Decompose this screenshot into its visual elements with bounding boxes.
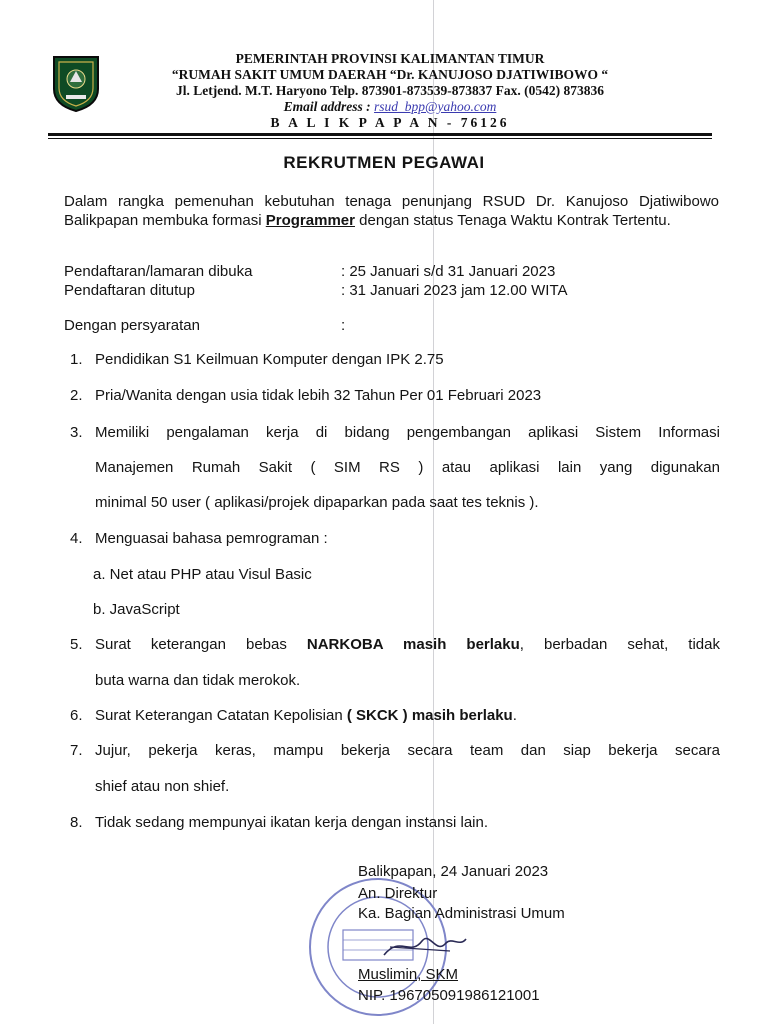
requirement-3-line-2: Manajemen Rumah Sakit ( SIM RS ) atau aplikasi lain yang digunakan [95,459,720,476]
requirements-colon: : [341,317,346,334]
signature-on-behalf: An. Direktur [358,885,438,902]
req-number-1: 1. [70,351,83,368]
schedule-close-row [64,282,568,299]
requirement-4-option-b: b. JavaScript [93,601,180,618]
requirement-3-line-1: Memiliki pengalaman kerja di bidang pengembangan aplikasi Sistem Informasi [95,424,720,441]
intro-text-after: dengan status Tenaga Waktu Kontrak Tertentu. [354,211,671,229]
requirement-6 [95,707,517,724]
letterhead-email-row [130,99,650,115]
requirement-5-text-pre: Surat keterangan bebas [95,636,307,653]
requirement-6-text-pre: Surat Keterangan Catatan Kepolisian [95,707,347,724]
signature-department: Ka. Bagian Administrasi Umum [358,905,565,922]
letterhead-government: PEMERINTAH PROVINSI KALIMANTAN TIMUR [235,51,545,66]
req-number-4: 4. [70,530,83,547]
requirement-7-line-2: shief atau non shief. [95,778,230,795]
province-emblem-logo [50,53,102,113]
letterhead-hospital: “RUMAH SAKIT UMUM DAERAH “Dr. KANUJOSO DJATIWIBOWO “ [171,67,609,82]
req-number-7: 7. [70,742,83,759]
email-label: Email address : [283,99,375,114]
signature-place-date: Balikpapan, 24 Januari 2023 [358,863,549,880]
requirement-4: Menguasai bahasa pemrograman : [95,530,328,547]
letterhead-city: B A L I K P A P A N - 76126 [270,115,510,130]
intro-text-before: Dalam rangka pemenuhan kebutuhan tenaga penunjang RSUD Dr. Kanujoso Djatiwibowo Balikpapan membuka formasi [64,193,719,229]
schedule-open-value: : 25 Januari s/d 31 Januari 2023 [341,263,556,280]
document-title: REKRUTMEN PEGAWAI [283,153,485,172]
requirements-label: Dengan persyaratan [64,317,200,334]
intro-paragraph [64,193,719,230]
signatory-nip: NIP. 196705091986121001 [358,987,540,1004]
req-number-5: 5. [70,636,83,653]
req-number-8: 8. [70,814,83,831]
requirement-2: Pria/Wanita dengan usia tidak lebih 32 Tahun Per 01 Februari 2023 [95,387,542,404]
letterhead-rule-thin [48,138,712,139]
email-link[interactable]: rsud_bpp@yahoo.com [374,99,497,114]
signatory-name: Muslimin, SKM [358,966,459,983]
schedule-open-label: Pendaftaran/lamaran dibuka [64,263,253,280]
req-number-6: 6. [70,707,83,724]
requirement-8: Tidak sedang mempunyai ikatan kerja dengan instansi lain. [95,814,489,831]
req-number-2: 2. [70,387,83,404]
schedule-close-value: : 31 Januari 2023 jam 12.00 WITA [341,282,568,299]
requirements-heading [64,317,345,334]
letterhead-address: Jl. Letjend. M.T. Haryono Telp. 873901-873539-873837 Fax. (0542) 873836 [176,83,604,98]
schedule-close-label: Pendaftaran ditutup [64,282,195,299]
position-name: Programmer [265,211,355,229]
requirement-3-line-3: minimal 50 user ( aplikasi/projek dipaparkan pada saat tes teknis ). [95,494,539,511]
requirement-1: Pendidikan S1 Keilmuan Komputer dengan IPK 2.75 [95,351,444,368]
letterhead [130,51,650,131]
requirement-6-bold: ( SKCK ) masih berlaku [346,707,513,724]
letterhead-rule-thick [48,133,712,136]
req-number-3: 3. [70,424,83,441]
schedule-open-row [64,263,555,280]
requirement-6-text-post: . [512,707,517,724]
requirement-5-bold: NARKOBA masih berlaku [306,636,520,653]
requirement-4-option-a: a. Net atau PHP atau Visul Basic [93,566,312,583]
requirement-7-line-1: Jujur, pekerja keras, mampu bekerja secara team dan siap bekerja secara [95,742,720,759]
requirement-5-line-2: buta warna dan tidak merokok. [95,672,301,689]
handwritten-signature [380,925,470,965]
requirement-5-line-1 [95,636,720,653]
requirement-5-text-post: , berbadan sehat, tidak [519,636,720,653]
